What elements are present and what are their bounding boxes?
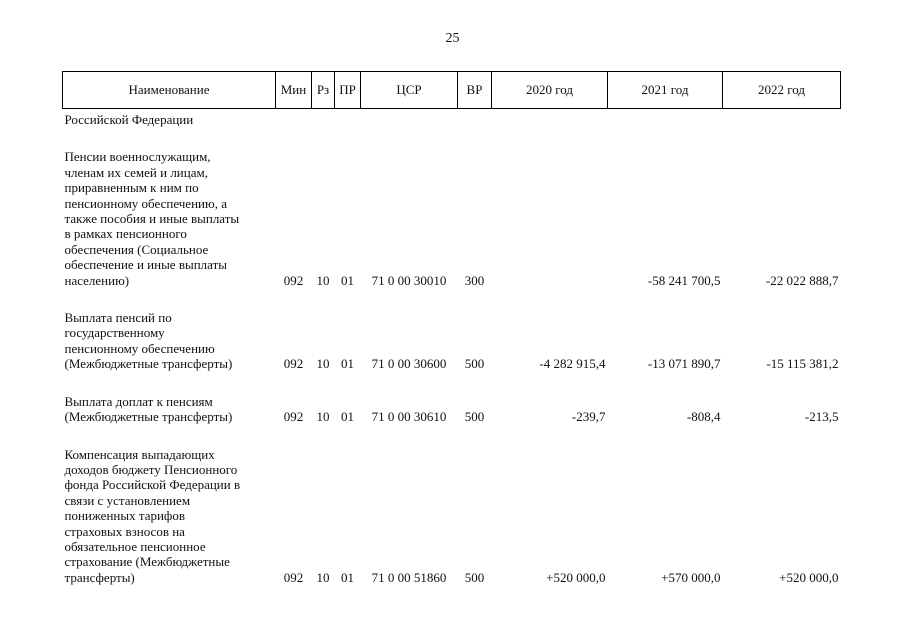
row-name-line: приравненным к ним по — [64, 180, 199, 196]
row-value-2020: -4 282 915,4 — [539, 356, 606, 372]
header-year-2020: 2020 год — [492, 72, 608, 109]
row-name-line: пенсионному обеспечению, а — [64, 195, 227, 211]
row-name-line: пониженных тарифов — [64, 508, 185, 524]
row-name-line: Выплата пенсий по — [64, 310, 172, 326]
row-name — [63, 288, 276, 372]
row-name-line: в рамках пенсионного — [64, 226, 187, 242]
row-value-2020 — [492, 127, 608, 288]
row-value-2021: -808,4 — [686, 409, 721, 425]
header-min: Мин — [276, 72, 312, 109]
header-vr: ВР — [458, 72, 492, 109]
header-name: Наименование — [63, 72, 276, 109]
row-value-2022: -22 022 888,7 — [765, 272, 839, 288]
row-min: 092 — [283, 569, 304, 585]
row-rz: 10 — [316, 409, 330, 425]
header-year-2022: 2022 год — [723, 72, 841, 109]
row-name-line: страхование (Межбюджетные — [64, 554, 230, 570]
row-pr: 01 — [341, 272, 354, 288]
row-vr: 500 — [464, 569, 485, 585]
continuation-text: Российской Федерации — [64, 112, 194, 127]
row-name-line: обеспечение и иные выплаты — [64, 257, 227, 273]
header-year-2021: 2021 год — [608, 72, 723, 109]
header-csr: ЦСР — [361, 72, 458, 109]
row-value-2021: +570 000,0 — [661, 569, 721, 585]
row-name-line: трансферты) — [64, 569, 135, 585]
row-name-line: Пенсии военнослужащим, — [64, 149, 211, 165]
table-row — [63, 425, 841, 586]
row-value-2020: -239,7 — [571, 409, 606, 425]
row-name-line: обязательное пенсионное — [64, 538, 206, 554]
row-name — [63, 127, 276, 288]
row-csr: 71 0 00 30010 — [371, 272, 447, 288]
row-value-2022: -15 115 381,2 — [766, 356, 839, 372]
row-pr: 01 — [341, 409, 354, 425]
row-vr: 500 — [464, 409, 485, 425]
row-value-2022: -213,5 — [804, 409, 839, 425]
continuation-row — [63, 109, 841, 128]
row-name-line: Компенсация выпадающих — [64, 446, 215, 462]
row-pr: 01 — [341, 569, 354, 585]
row-vr: 500 — [464, 356, 485, 372]
row-name-line: связи с установлением — [64, 492, 191, 508]
budget-table — [62, 71, 841, 585]
row-vr: 300 — [464, 272, 485, 288]
row-name-line: фонда Российской Федерации в — [64, 477, 241, 493]
table-row — [63, 127, 841, 288]
row-name-line: членам их семей и лицам, — [64, 164, 208, 180]
row-name-line: страховых взносов на — [64, 523, 185, 539]
row-min: 092 — [283, 409, 304, 425]
table-row — [63, 288, 841, 372]
table-row — [63, 372, 841, 425]
row-rz: 10 — [316, 356, 330, 372]
row-name-line: также пособия и иные выплаты — [64, 211, 240, 227]
row-name — [63, 372, 276, 425]
row-value-2020: +520 000,0 — [546, 569, 606, 585]
page-number: 25 — [445, 31, 460, 46]
row-name-line: (Межбюджетные трансферты) — [64, 409, 233, 425]
row-min: 092 — [283, 272, 304, 288]
row-csr: 71 0 00 30600 — [371, 356, 447, 372]
row-name-line: пенсионному обеспечению — [64, 340, 215, 356]
row-csr: 71 0 00 30610 — [371, 409, 447, 425]
row-name — [63, 425, 276, 586]
row-min: 092 — [283, 356, 304, 372]
row-value-2022: +520 000,0 — [779, 569, 839, 585]
row-value-2021: -13 071 890,7 — [647, 356, 721, 372]
header-rz: Рз — [312, 72, 335, 109]
row-name-line: населению) — [64, 272, 130, 288]
row-csr: 71 0 00 51860 — [371, 569, 447, 585]
row-name-line: доходов бюджету Пенсионного — [64, 461, 238, 477]
row-pr: 01 — [341, 356, 354, 372]
row-name-line: обеспечения (Социальное — [64, 241, 209, 257]
row-name-line: государственному — [64, 325, 165, 341]
row-name-line: Выплата доплат к пенсиям — [64, 393, 213, 409]
row-value-2021: -58 241 700,5 — [647, 272, 721, 288]
table-header-row — [63, 72, 841, 109]
row-rz: 10 — [316, 272, 330, 288]
header-pr: ПР — [335, 72, 361, 109]
row-name-line: (Межбюджетные трансферты) — [64, 356, 233, 372]
row-rz: 10 — [316, 569, 330, 585]
